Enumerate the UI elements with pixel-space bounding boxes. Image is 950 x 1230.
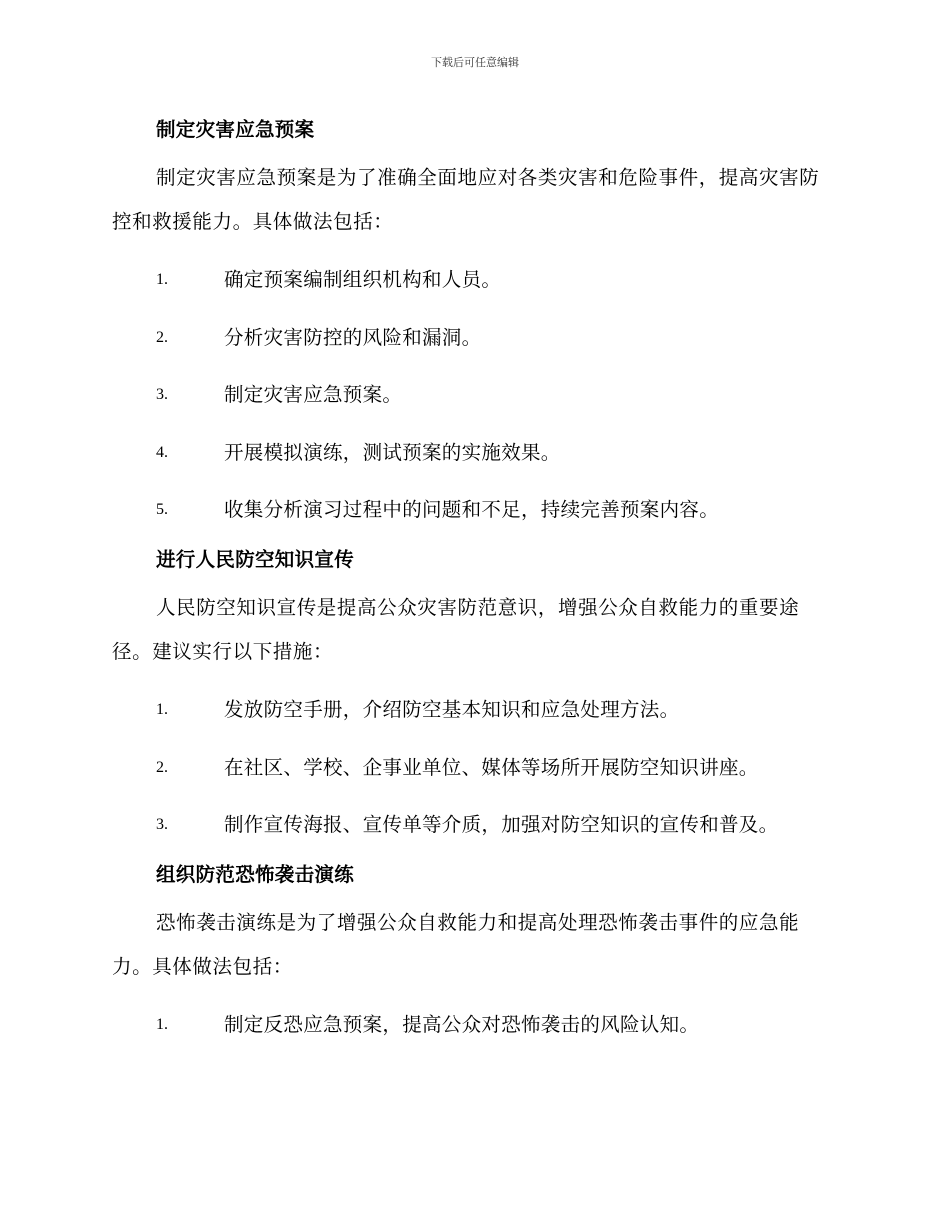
list-text: 在社区、学校、企事业单位、媒体等场所开展防空知识讲座。 [224, 755, 759, 779]
list-number: 3. [156, 816, 168, 833]
section-heading: 组织防范恐怖袭击演练 [156, 863, 355, 886]
list-number: 1. [156, 271, 168, 288]
list-number: 2. [156, 328, 168, 346]
list-item [112, 316, 834, 374]
section-intro: 人民防空知识宣传是提高公众灾害防范意识，增强公众自救能力的重要途径。建议实行以下措施： [112, 596, 800, 663]
numbered-list [112, 258, 834, 540]
numbered-list [112, 1003, 834, 1061]
list-number: 5. [156, 501, 168, 518]
list-number: 1. [156, 1016, 168, 1033]
document-body [112, 110, 834, 1061]
list-number: 4. [156, 443, 168, 461]
list-item [112, 803, 834, 855]
list-text: 开展模拟演练，测试预案的实施效果。 [224, 440, 561, 464]
list-number: 3. [156, 386, 168, 403]
list-text: 收集分析演习过程中的问题和不足，持续完善预案内容。 [224, 498, 720, 521]
section-intro: 恐怖袭击演练是为了增强公众自救能力和提高处理恐怖袭击事件的应急能力。具体做法包括： [112, 911, 800, 978]
list-item [112, 1003, 834, 1061]
list-text: 分析灾害防控的风险和漏洞。 [224, 325, 482, 349]
list-item [112, 688, 834, 746]
section-heading: 进行人民防空知识宣传 [156, 548, 355, 571]
list-item [112, 746, 834, 804]
list-number: 1. [156, 701, 168, 718]
section-heading: 制定灾害应急预案 [156, 118, 315, 141]
list-text: 确定预案编制组织机构和人员。 [224, 268, 502, 291]
list-text: 发放防空手册，介绍防空基本知识和应急处理方法。 [224, 698, 680, 721]
list-item [112, 373, 834, 431]
list-text: 制定反恐应急预案，提高公众对恐怖袭击的风险认知。 [224, 1013, 700, 1036]
list-item [112, 488, 834, 540]
list-item [112, 431, 834, 489]
list-item [112, 258, 834, 316]
list-text: 制作宣传海报、宣传单等介质，加强对防空知识的宣传和普及。 [224, 813, 779, 836]
list-text: 制定灾害应急预案。 [224, 383, 403, 406]
list-number: 2. [156, 758, 168, 776]
page-header-note: 下载后可任意编辑 [431, 56, 519, 69]
section-intro: 制定灾害应急预案是为了准确全面地应对各类灾害和危险事件，提高灾害防控和救援能力。具体做法包括： [112, 166, 820, 233]
numbered-list [112, 688, 834, 855]
